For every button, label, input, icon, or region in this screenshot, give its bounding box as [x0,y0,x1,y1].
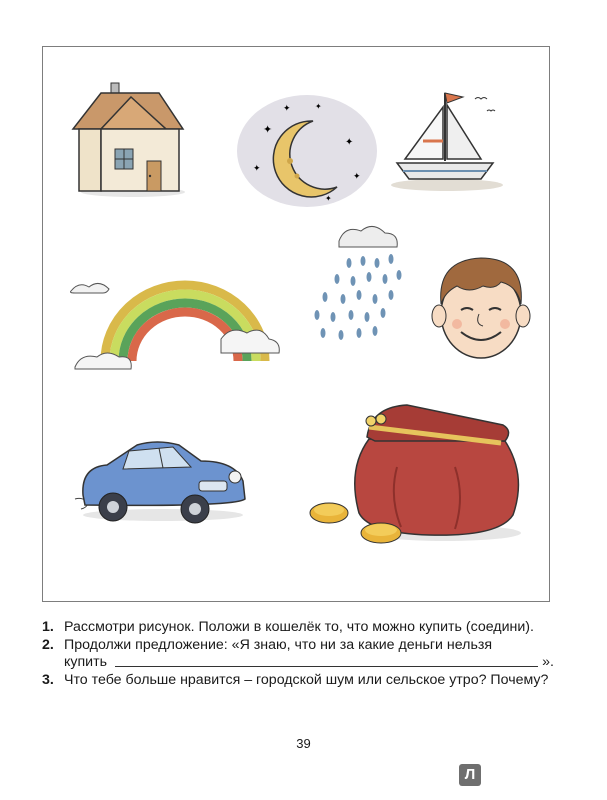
task-text: Что тебе больше нравится – городской шум или сельское утро? Почему? [64,672,549,688]
answer-line-start: купить [64,654,107,670]
task-text: Рассмотри рисунок. Положи в кошелёк то, что можно купить (соедини). [64,619,534,635]
car-icon [67,429,253,529]
svg-text:✦: ✦ [325,194,332,203]
task-number: 2. [42,637,54,653]
illustration-frame [42,46,550,602]
publisher-logo-icon: Л [459,764,481,786]
rainbow-icon [69,269,289,379]
task-item-2 [42,637,554,671]
task-list [42,619,554,690]
answer-line-row [64,654,554,671]
svg-text:✦: ✦ [353,171,361,181]
svg-text:✦: ✦ [263,124,273,136]
moon-icon [235,91,380,209]
task-number: 3. [42,672,54,688]
answer-line-end: ». [542,654,554,670]
svg-text:✦: ✦ [253,163,261,173]
purse-icon [305,397,523,549]
task-item-1 [42,619,554,636]
svg-text:✦: ✦ [345,137,354,148]
rain-icon [303,219,413,349]
answer-blank-line[interactable] [115,665,538,667]
svg-text:✦: ✦ [315,102,322,111]
page-number: 39 [296,736,311,751]
task-text: Продолжи предложение: «Я знаю, что ни за какие деньги нельзя [64,637,493,653]
sailboat-icon [389,85,509,195]
boy-face-icon [431,252,531,364]
house-icon [71,79,186,199]
svg-text:✦: ✦ [283,103,291,113]
task-number: 1. [42,619,54,635]
task-item-3 [42,672,554,689]
